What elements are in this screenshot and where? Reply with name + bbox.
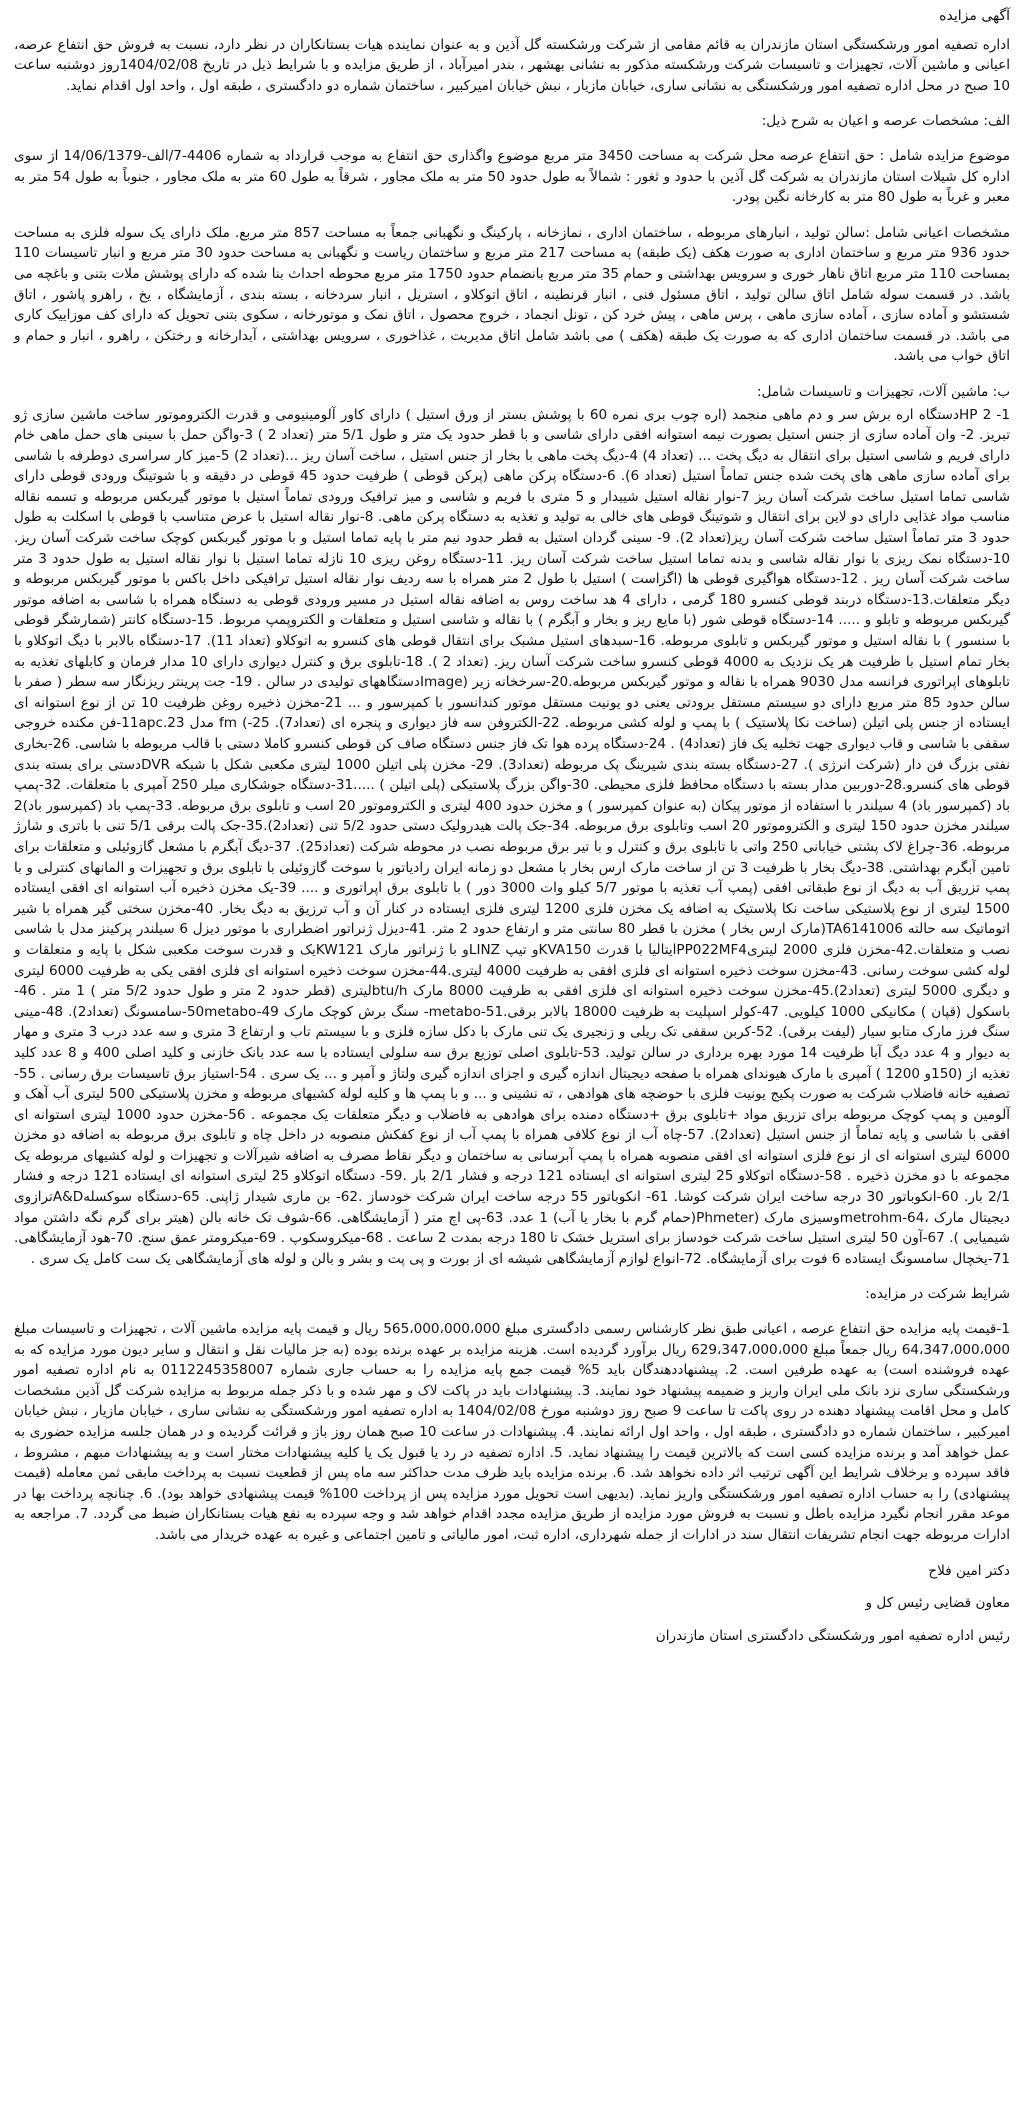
- section-c-heading: شرایط شرکت در مزایده:: [865, 1286, 1010, 1303]
- machinery-list: 1- HP 2دستگاه اره برش سر و دم ماهی منجمد (اره چوب بری نمره 60 با پوشش بستر از ورق استیل ) دارای کاور آلومینیومی و قدرت الکتروموتور ساخت ماشین سازی ژو تبریز. 2- وان آماده سازی از جنس استیل بصورت نیمه استوانه افقی دارای شاسی و با قطر حدود یک متر و طول 5/1 متر (تعداد 2 ) 3-واگن حمل با سینی های حمل ماهی خام دارای فریم و شاسی استیل برای انتقال به دیگ پخت ... (تعداد 4) 4-دیگ پخت ماهی با بخار از جنس استیل ، ساخت آسان ریز ...(تعداد 2) 5-میز کار سراسری دوطرفه با شاسی برای آماده سازی ماهی های پخت شده جنس تماماً استیل (تعداد 6). 6-دستگاه پرکن ماهی (پرکن قوطی ) ظرفیت حدود 45 قوطی در دقیقه و با شوتینگ ورودی قوطی دارای شاسی تماما استیل ساخت شرکت آسان ریز 7-نوار نقاله استیل شیبدار و 5 متری با فریم و شاسی و میز ترافیک ورودی تماماً استیل با موتور گیربکس مربوطه و تسمه نقاله مناسب مواد غذایی دارای دو لاین برای انتقال و شوتینگ قوطی های خالی به تولید و تغذیه به دستگاه پرکن ماهی. 8-نوار نقاله استیل با عرض متناسب با قوطی با اسکلت به طول حدود 3 متر تماماً استیل ساخت شرکت آسان ریز(تعداد 2). 9- سینی گردان استیل به قطر حدود نیم متر با پایه تماما استیل و با موتور گیربکس کوچک ساخت شرکت آسان ریز. 10-دستگاه نمک ریزی با نوار نقاله شاسی و بدنه تماما استیل ساخت شرکت آسان ریز. 11-دستگاه روغن ریزی 10 نازله تماما استیل با نوار نقاله استیل به طول حدود 3 متر ساخت شرکت آسان ریز . 12-دستگاه هواگیری قوطی ها (اگزاست ) استیل با طول 2 متر همراه با سه ردیف نوار نقاله استیل ترافیکی داخل باکس با موتور گیربکس مربوطه و دیگر متعلقات.13-دستگاه دربند قوطی کنسرو 180 گرمی ، دارای 4 هد ساخت روس به اضافه نقاله استیل در مسیر ورودی قوطی به دستگاه همراه با شاسی به اضافه موتور گیربکس مربوطه و تابلو و ..... 14-دستگاه قوطی شور (با مایع ریز و بخار و آبگرم ) با نقاله و شاسی استیل و متعلقات و الکتروپمپ مربوط. 15-دستگاه کانتر (شمارشگر قوطی با سنسور ) با نقاله استیل و موتور گیربکس و تابلوی مربوطه. 16-سبدهای استیل مشبک برای انتقال قوطی های کنسرو به اتوکلاو (تعداد 11). 17-دستگاه بالابر با دیگ اتوکلاو با بخار تمام استیل با ظرفیت هر یک نزدیک به 4000 قوطی کنسرو ساخت شرکت آسان ریز. (تعداد 2 ). 18-تابلوی برق و کنترل دیواری دارای 10 مدار فرمان و کابلهای تغذیه به تابلوهای اپراتوری فرانسه مدل 9030 همراه با نقاله و موتور گیربکس مربوطه.20-سرخخانه زیر (Imageدستگاههای تولیدی در سالن . 19- جت پرینتر ریزنگار سه سطر ( صفر با سالن حدود 85 متر مربع دارای دو سیستم مستقل برودتی یعنی دو یونیت مستقل موتور کندانسور با کمپرسور و ... 21-مخزن ذخیره روغن ظرفیت 10 تن از نوع استوانه ای ایستاده از جنس پلی اتیلن (ساخت نکا پلاستیک ) با پمپ و لوله کشی مربوطه. 22-الکتروفن سه فاز دیواری و پنجره ای (تعداد7). 25-) fm مدل 11apc.23-فن مکنده خروجی سقفی با شاسی و قاب دیواری جهت تخلیه یک فاز (تعداد4) . 24-دستگاه پرده هوا تک فاز جنس دستگاه صاف کن قوطی کنسرو کاملا دستی با قالب مربوطه با شاسی. 26-بخاری نفتی بزرگ فن دار (شرکت انرژی ). 27-دستگاه بسته بندی شیرینگ پک مربوطه (تعداد3). 29- مخزن پلی اتیلن 1000 لیتری مکعبی شکل با شبکه DVRدستی برای بسته بندی قوطی های کنسرو.28-دوربین مدار بسته با دستگاه محافظ فلزی محیطی. 30-واگن بزرگ پلاستیکی (پلی اتیلن ) .....31-دستگاه جوشکاری میلر 250 آمپری با متعلقات. 32-پمپ باد (کمپرسور باد) 4 سیلندر با استفاده از موتور پیکان (به عنوان کمپرسور ) و مخزن حدود 400 لیتری و الکتروموتور 20 اسب و تابلوی برق مربوطه. 33-پمپ باد (کمپرسور باد)2 سیلندر مخزن حدود 150 لیتری و الکتروموتور 20 اسب وتابلوی برق مربوطه. 34-جک پالت هیدرولیک دستی حدود 5/2 تنی (تعداد2).35-جک پالت برقی 5/1 تنی با باتری و شارژ مربوطه. 36-چراغ لاک پشتی خیابانی 250 واتی با تابلوی برق و کنترل و با تیر برق مربوطه نصب در محوطه شرکت (تعداد25). 37-دیگ آبگرم با مشعل گازوئیلی و متعلقات برای تامین آبگرم بهداشتی. 38-دیگ بخار با ظرفیت 3 تن از ساخت مارک ارس بخار با مشعل دو زمانه ایران رادیاتور با سوخت گازوئیلی با تابلوی برق و تجهیزات و المانهای کنترلی و با پمپ تزریق آب به دیگ از نوع طبقاتی افقی (پمپ آب تغذیه با موتور 5/7 کیلو وات 3000 دور ) با تابلوی برق اپراتوری و .... 39-یک مخزن ذخیره آب استوانه ای افقی ایستاده 1500 لیتری از نوع پلاستیکی ساخت نکا پلاستیک به اضافه یک مخزن فلزی 1200 لیتری فلزی ایستاده در کنار آن و آب ترزیق به دیگ بخار. 40-مخزن سختی گیر همراه با شیر اتوماتیک سه حالته TA6141006(مارک ارس بخار ) مخزن با قطر 80 سانتی متر و ارتفاع حدود 2 متر. 41-دیزل ژنراتور اضطراری با موتور دیزل 6 سیلندر پرکینز مدل با شاسی نصب و متعلقات.42-مخزن فلزی 2000 لیتریPP022MF4ایتالیا با قدرت KVA150و تیپ LINZو با ژنراتور مارک KW121یک و قدرت سوخت مکعبی شکل با پایه و متعلقات و لوله کشی سوخت رسانی. 43-مخزن سوخت ذخیره استوانه ای فلزی افقی به ظرفیت 4000 لیتری.44-مخزن سوخت ذخیره استوانه ای فلزی افقی یکی به ظرفیت 6000 لیتری و دیگری 5000 لیتری (تعداد2).45-مخزن سوخت ذخیره استوانه ای فلزی افقی به ظرفیت 8000 مارک btu/hلیتری (قطر حدود 2 متر و طول حدود 5/2 متر ) 1 متر . 46-باسکول (قپان ) مکانیکی 1000 کیلویی. 47-کولر اسپلیت به ظرفیت 18000 بالابر برقی.51-metabo- سنگ برش کوچک مارک 50metabo-49-سامسونگ (تعداد2). 48-مینی سنگ فرز مارک متابو سیار (لیفت برقی). 52-کربن سقفی تک ریلی و زنجیری یک تنی مارک با دکل سازه فلزی و با سیستم تاب و ارتفاع 3 متری و سه عدد درب 3 متری و مهار به دیوار و 4 عدد دیگ آبا ظرفیت 14 مورد بهره برداری در سالن تولید. 53-تابلوی اصلی توزیع برق سه سلولی ایستاده با سه عدد بانک خازنی و کلید اصلی 400 و 8 عدد کلید تغذیه از (150و 1200 ) آمپری با مارک هیوندای همراه با صفحه دیجیتال اندازه گیری و اجزای اندازه گیری ولتاژ و آمپر و ... یک سری . 54-استیاز برق تاسیسات برق رسانی . 55-تصفیه خانه فاضلاب شرکت به صورت پکیج یونیت فلزی با حوضچه های هوادهی ، ته نشینی و ... و با پمپ ها و کلیه لوله کشیهای مربوطه و مخزن پلاستیکی 500 لیتری آب آهک و آلومین و پمپ کوچک مربوطه برای تزریق مواد +تابلوی برق +دستگاه دمنده برای هوادهی به فاضلاب و دیگر متعلقات یک مجموعه . 56-مخزن حدود 1000 لیتری استوانه ای افقی با شاسی و پایه تماماً از جنس استیل (تعداد2). 57-چاه آب از نوع کلافی همراه با پمپ آب از نوع کفکش منصوبه در داخل چاه و تابلوی برق مربوطه به اضافه دو مخزن 6000 لیتری استوانه ای از نوع فلزی استوانه ای افقی منصوبه همراه با پمپ آبرسانی به ساختمان و دیگر نقاط مصرف به اضافه شیرآلات و تجهیزات و لوله کشیهای مربوطه یک مجموعه با دو مخزن ذخیره . 58-دستگاه اتوکلاو 25 لیتری استوانه ای ایستاده 121 درجه و فشار 2/1 بار .59- دستگاه اتوکلاو 25 لیتری استوانه ای ایستاده 121 درجه و فشار 2/1 بار. 60-انکوباتور 30 درجه ساخت ایران شرکت کوشا. 61- انکوباتور 55 درجه ساخت ایران شرکت خودساز .62- بن ماری شیدار ژاپنی. 65-دستگاه سوکسلهA&Dترازوی دیجیتال مارک ،metrohm-64وسیزی مارک (Phmeter(حمام گرم با بخار یا آب) 1 عدد. 63-پی اچ متر ( آزمایشگاهی. 66-شوف تک خانه بالن (هیتر برای گرم نگه داشتن مواد شیمیایی ). 67-آون 50 لیتری استیل ساخت شرکت خودساز برای استریل خشک تا 180 درجه بمدت 2 ساعت . 68-میکروسکوپ . 69-میکرومتر عمق سنج. 70-هود آزمایشگاهی. 71-یخچال سامسونگ ایستاده 6 فوت برای آزمایشگاه. 72-انواع لوازم آزمایشگاهی شیشه ای از بورت و پی پت و بشر و بالن و لوله های آزمایشگاهی یک ست کامل یک سری .: [14, 406, 1011, 1267]
- intro-paragraph: اداره تصفیه امور ورشکستگی استان مازندران به قائم مقامی از شرکت ورشکسته گل آذین و به عنوان نماینده هیات بستانکاران در نظر دارد، نسبت به فروش حق انتفاع عرصه، اعیانی و ماشین آلات، تجهیزات و تاسیسات شرکت ورشکسته مذکور به نشانی بهشهر ، بندر امیرآباد ، از طریق مزایده و با شرایط ذیل در تاریخ 1404/02/08روز دوشنبه ساعت 10 صبح در محل اداره تصفیه امور ورشکستگی به نشانی ساری، خیابان مازیار ، نبش خیابان امیرکبیر ، ساختمان شماره دو دادگستری ، طبقه اول ، واحد اول اقدام نماید.: [14, 36, 1010, 94]
- signature-block: [14, 1561, 1010, 1647]
- signatory-name: دکتر امین فلاح: [928, 1562, 1010, 1579]
- signatory-title-1: معاون قضایی رئیس کل و: [865, 1595, 1010, 1612]
- auction-subject-paragraph: موضوع مزایده شامل : حق انتفاع عرصه محل شرکت به مساحت 3450 متر مربع موضوع واگذاری حق انتفاع به موجب قرارداد به شماره 4406-7/الف-14/06/1379 از سوی اداره کل شیلات استان مازندران به شرکت گل آذین با حدود و ثغور : شمالاً به طول حدود 50 متر به ملک مجاور ، شرقاً به طول 60 متر به ملک مجاور ، جنوباً به طول 54 متر به معبر و غرباً به طول 80 متر به کارخانه نگین پودر.: [14, 147, 1010, 206]
- signatory-title-2: رئیس اداره تصفیه امور ورشکستگی دادگستری استان مازندران: [655, 1627, 1010, 1644]
- section-b-heading: ب: ماشین آلات، تجهیزات و تاسیسات شامل:: [756, 383, 1010, 400]
- conditions-paragraph: 1-قیمت پایه مزایده حق انتفاع عرصه ، اعیانی طبق نظر کارشناس رسمی دادگستری مبلغ 565،000،000،000 ریال و قیمت پایه مزایده ماشین آلات ، تجهیزات و تاسیسات مبلغ 64،347،000،000 ریال جمعاً مبلغ 629،347،000،000 ریال برآورد گردیده است. هزینه مزایده بر عهده برنده بوده (به جز مالیات نقل و انتقال و سایر دیون مورد مزایده که به عهده فروشنده است) به عهده طرفین است. 2. پیشنهاددهندگان باید 5% قیمت جمع پایه مزایده را به حساب جاری شماره 0112245358007 به نام اداره تصفیه امور ورشکستگی ساری نزد بانک ملی ایران واریز و ضمیمه پیشنهاد خود نمایند. 3. پیشنهادات باید در پاکت لاک و مهر شده و با ذکر جمله مربوط به مزایده شرکت گل آذین مشخصات کامل و محل اقامت پیشنهاد دهنده در روی پاکت تا ساعت 9 صبح روز دوشنبه مورخ 1404/02/08 به اداره تصفیه امور ورشکستگی به نشانی ساری ، خیابان مازیار ، نبش خیابان امیرکبیر ، ساختمان شماره دو دادگستری ، طبقه اول ، واحد اول ارائه نمایند. 4. پیشنهادات در ساعت 10 صبح همان روز باز و قرائت گردیده و در همان جلسه مزایده حضوری به عمل خواهد آمد و برنده مزایده کسی است که بالاترین قیمت را پیشنهاد نماید. 5. اداره تصفیه در رد یا قبول یک یا کلیه پیشنهادات مختار است و به پیشنهادات مبهم ، مشروط ، فاقد سپرده و برخلاف شرایط این آگهی ترتیب اثر داده نخواهد شد. 6. برنده مزایده باید ظرف مدت حداکثر سه ماه پس از قطعیت نسبت به پرداخت مابقی ثمن معامله (قیمت پیشنهادی) را به حساب اداره تصفیه امور ورشکستگی واریز نماید. (بدیهی است تحویل مورد مزایده پس از پرداخت 100% قیمت پیشنهادی خواهد بود). 6. چنانچه پرداخت بها در موعد مقرر انجام نگیرد مزایده باطل و نسبت به فروش مورد مزایده از طریق مزایده مجدد اقدام خواهد شد و وجه سپرده به نفع هیات بستانکاران ضبط می گردد. 7. مراجعه به ادارات مربوطه جهت انجام تشریفات انتقال سند در ادارات از جمله شهرداری، اداره ثبت، امور مالیاتی و تامین اجتماعی و غیره به عهده خریدار می باشد.: [14, 1321, 1011, 1543]
- notice-title: آگهی مزایده: [939, 8, 1010, 24]
- buildings-paragraph: مشخصات اعیانی شامل :سالن تولید ، انبارهای مربوطه ، ساختمان اداری ، نمازخانه ، پارکینگ و نگهبانی جمعاً به مساحت 857 متر مربع. ملک دارای یک سوله فلزی به مساحت حدود 936 متر مربع و ساختمان اداری به صورت هکف (یک طبقه) به مساحت 217 متر مربع و ساختمان ریاست و نگهبانی به مساحت حدود 30 متر مربع و انبار تاسیسات 110 بمساحت 110 متر مربع اتاق ناهار خوری و سرویس بهداشتی و حمام 35 متر مربع بانضمام حدود 1750 متر مربع محوطه احداث بنا شده که دارای پوشش ملات بتنی و باغچه می باشد. در قسمت سوله شامل اتاق سالن تولید ، اتاق مسئول فنی ، انبار قرنطینه ، اتاق اتوکلاو ، استریل ، انبار سردخانه ، بسته بندی ، آزمایشگاه ، یخ ، راهرو پاشور ، اتاق شستشو و آماده سازی ، آماده سازی ماهی ، پرس ماهی ، پیش خرد کن ، تونل انجماد ، خروج محصول ، اتاق نمک و موتورخانه ، سکوی بتنی تحویل که دارای کف موزاییک کاری می باشد. در قسمت ساختمان اداری که به صورت یک طبقه (هکف ) می باشد شامل اتاق مدیریت ، غذاخوری ، سرویس بهداشتی ، آبدارخانه و رختکن ، راهرو ، انبار و حمام و اتاق خواب می باشد.: [14, 224, 1011, 365]
- section-a-heading: الف: مشخصات عرصه و اعیان به شرح ذیل:: [761, 113, 1010, 130]
